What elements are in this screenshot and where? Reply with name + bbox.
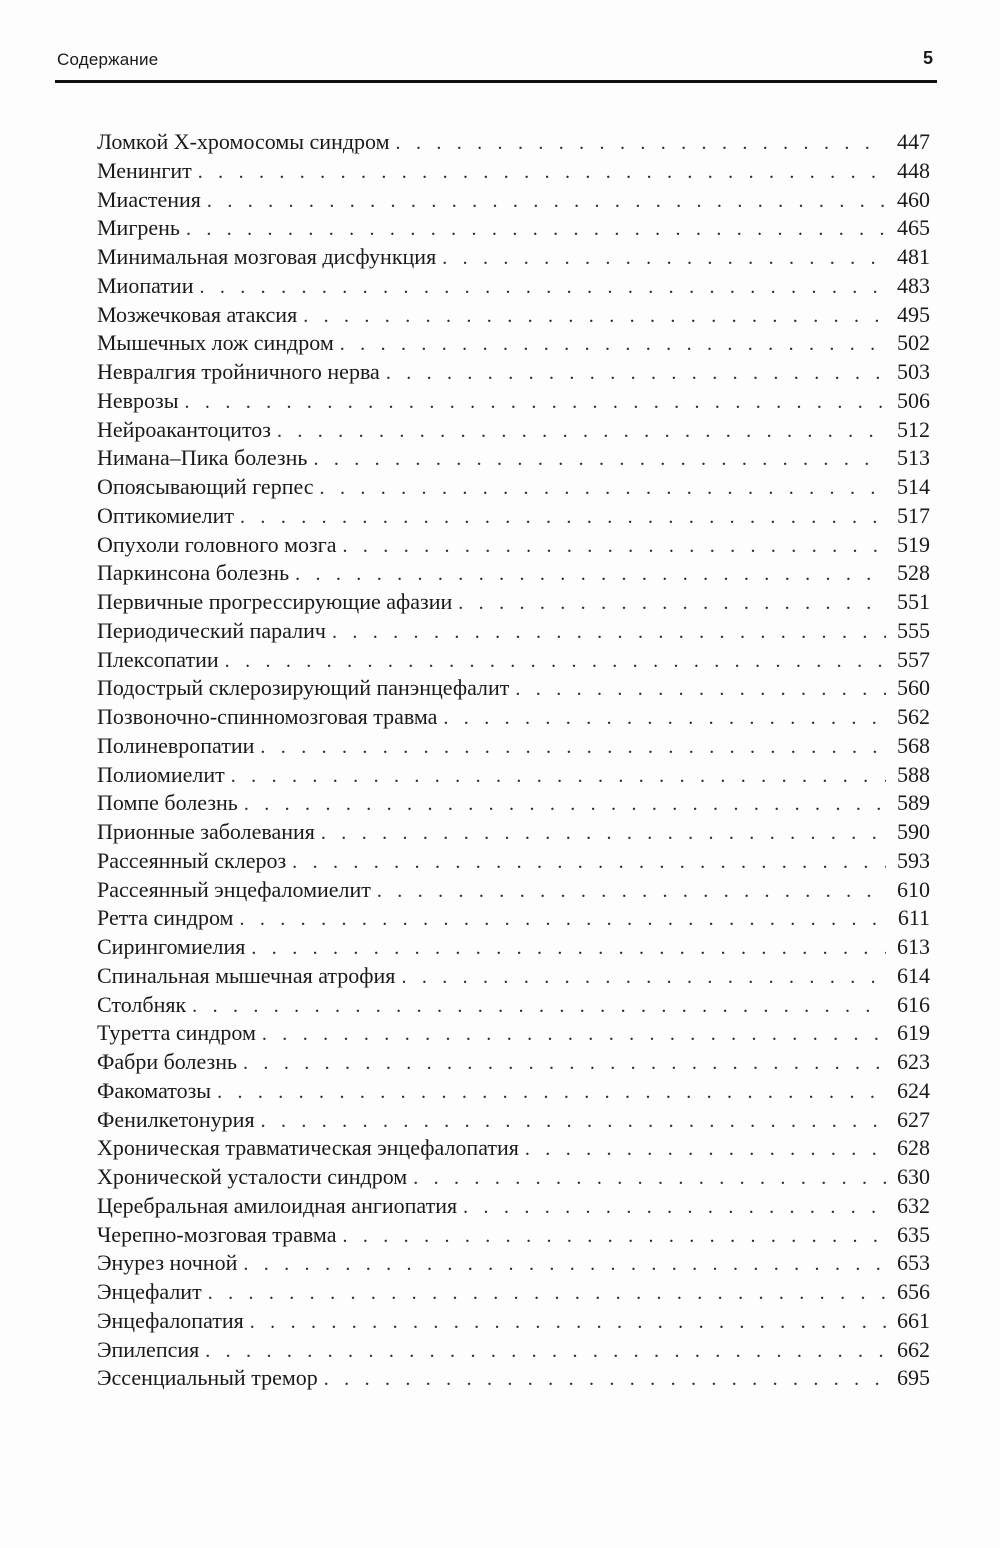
toc-entry-title: Черепно-мозговая травма [97,1221,337,1247]
toc-entry [97,358,930,387]
toc-entry [97,272,930,301]
toc-dot-leader [332,618,886,647]
toc-entry-title: Нимана–Пика болезнь [97,445,308,471]
toc-entry-title: Сирингомиелия [97,934,246,959]
toc-entry-title: Подострый склерозирующий панэнцефалит [97,675,510,701]
toc-entry-title: Фенилкетонурия [97,1106,255,1132]
toc-entry [97,1307,930,1336]
toc-entry [97,876,930,905]
toc-entry-title: Рассеянный склероз [97,847,287,873]
toc-entry [97,904,930,933]
toc-entry [97,243,930,272]
toc-entry-page: 613 [897,934,930,959]
toc-entry-page: 495 [897,301,930,327]
toc-dot-leader [320,474,886,503]
toc-entry-page: 512 [897,416,930,442]
toc-entry-page: 460 [897,186,930,212]
toc-entry-title: Минимальная мозговая дисфункция [97,244,437,269]
toc-dot-leader [463,1193,886,1222]
toc-entry-page: 557 [897,646,930,672]
toc-entry-page: 627 [897,1106,930,1132]
toc-entry-title: Ломкой X-хромосомы синдром [97,129,390,154]
toc-entry [97,301,930,330]
page-number: 5 [922,48,933,68]
toc-dot-leader [442,244,886,273]
toc-dot-leader [262,1020,886,1049]
toc-dot-leader [303,302,886,331]
toc-dot-leader [205,1337,886,1366]
toc-entry-page: 514 [897,474,930,499]
toc-entry-title: Периодический паралич [97,617,326,643]
toc-entry-title: Ретта синдром [97,905,234,931]
toc-entry-title: Церебральная амилоидная ангиопатия [97,1192,458,1218]
toc-entry-title: Плексопатии [97,646,219,672]
toc-entry-page: 448 [897,157,930,183]
toc-entry-page: 528 [897,560,930,586]
toc-entry-title: Хронической усталости синдром [97,1164,408,1189]
toc-entry-page: 589 [897,790,930,816]
toc-entry-page: 568 [897,732,930,758]
toc-dot-leader [295,560,886,589]
toc-dot-leader [292,848,886,877]
toc-entry [97,1336,930,1365]
toc-dot-leader [277,417,886,446]
toc-entry-title: Энцефалопатия [97,1307,244,1333]
toc-entry-page: 632 [897,1192,930,1218]
toc-dot-leader [231,762,886,791]
table-of-contents [97,128,930,1393]
toc-dot-leader [525,1135,886,1164]
toc-entry [97,416,930,445]
toc-entry-title: Столбняк [97,991,187,1017]
toc-entry-title: Паркинсона болезнь [97,560,290,586]
toc-entry [97,847,930,876]
toc-dot-leader [217,1078,886,1107]
toc-entry [97,502,930,531]
toc-entry-title: Мышечных лож синдром [97,330,334,356]
toc-entry [97,674,930,703]
toc-entry [97,818,930,847]
toc-entry-page: 624 [897,1077,930,1103]
toc-entry-page: 502 [897,330,930,356]
toc-entry [97,617,930,646]
toc-entry [97,789,930,818]
toc-entry-page: 630 [897,1164,930,1189]
toc-entry-page: 619 [897,1020,930,1046]
toc-entry [97,559,930,588]
toc-entry-title: Нейроакантоцитоз [97,416,271,442]
toc-entry-page: 562 [897,704,930,729]
toc-entry [97,732,930,761]
toc-entry-title: Опухоли головного мозга [97,531,337,557]
toc-dot-leader [244,790,886,819]
toc-entry-page: 614 [897,962,930,988]
toc-dot-leader [185,388,886,417]
toc-entry [97,1249,930,1278]
running-head [57,46,935,74]
toc-dot-leader [186,215,886,244]
toc-dot-leader [243,1250,886,1279]
toc-entry-page: 555 [897,617,930,643]
toc-dot-leader [199,273,886,302]
toc-entry-title: Рассеянный энцефаломиелит [97,876,371,902]
toc-entry-page: 551 [897,589,930,614]
toc-dot-leader [343,532,887,561]
toc-entry-page: 590 [897,819,930,844]
toc-entry-page: 635 [897,1221,930,1247]
toc-entry [97,1077,930,1106]
toc-entry-page: 593 [897,847,930,873]
toc-dot-leader [340,330,886,359]
toc-dot-leader [324,1365,886,1394]
toc-entry-title: Миопатии [97,272,194,298]
toc-entry [97,531,930,560]
toc-entry-title: Миастения [97,186,201,212]
toc-entry [97,991,930,1020]
header-rule [55,80,937,83]
toc-entry [97,1048,930,1077]
toc-entry-page: 616 [897,991,930,1017]
toc-entry-page: 513 [897,445,930,471]
toc-entry [97,157,930,186]
toc-dot-leader [261,1107,886,1136]
toc-entry-page: 517 [897,502,930,528]
toc-entry [97,444,930,473]
toc-dot-leader [198,158,886,187]
toc-entry-title: Первичные прогрессирующие афазии [97,589,453,614]
toc-entry [97,1364,930,1393]
toc-entry [97,1019,930,1048]
toc-entry [97,473,930,502]
toc-entry-page: 481 [897,244,930,269]
toc-dot-leader [386,359,886,388]
toc-entry-page: 447 [897,129,930,154]
toc-entry [97,962,930,991]
toc-entry [97,1134,930,1163]
toc-dot-leader [208,1279,886,1308]
toc-entry-page: 506 [897,387,930,413]
toc-dot-leader [260,733,886,762]
toc-entry [97,214,930,243]
toc-dot-leader [192,992,886,1021]
toc-entry-title: Мигрень [97,215,180,241]
toc-entry-page: 519 [897,531,930,557]
toc-entry-title: Туретта синдром [97,1020,256,1046]
toc-dot-leader [342,1222,886,1251]
toc-entry-page: 610 [897,876,930,902]
toc-entry [97,933,930,962]
toc-entry-title: Спинальная мышечная атрофия [97,962,396,988]
toc-dot-leader [413,1164,886,1193]
toc-entry-page: 503 [897,359,930,384]
toc-entry-page: 628 [897,1135,930,1161]
toc-entry [97,588,930,617]
toc-entry-page: 656 [897,1279,930,1304]
toc-dot-leader [443,704,886,733]
toc-entry-page: 588 [897,761,930,787]
toc-entry-title: Опоясывающий герпес [97,474,314,499]
toc-entry-page: 662 [897,1336,930,1362]
toc-entry [97,186,930,215]
toc-entry-title: Полиневропатии [97,732,255,758]
toc-entry-title: Энцефалит [97,1279,202,1304]
toc-dot-leader [396,129,886,158]
toc-entry-page: 653 [897,1250,930,1276]
toc-entry-page: 661 [897,1307,930,1333]
toc-entry [97,646,930,675]
toc-entry-page: 623 [897,1049,930,1074]
toc-entry [97,1221,930,1250]
toc-entry-title: Позвоночно-спинномозговая травма [97,704,438,729]
toc-entry-title: Прионные заболевания [97,819,315,844]
toc-entry-title: Невралгия тройничного нерва [97,359,380,384]
toc-entry-title: Неврозы [97,387,179,413]
toc-entry [97,1106,930,1135]
toc-dot-leader [515,675,886,704]
toc-dot-leader [377,877,886,906]
toc-dot-leader [243,1049,886,1078]
toc-entry [97,128,930,157]
toc-dot-leader [251,934,886,963]
toc-dot-leader [313,445,886,474]
toc-dot-leader [458,589,886,618]
toc-entry [97,703,930,732]
toc-entry-title: Эпилепсия [97,1336,200,1362]
toc-dot-leader [401,963,886,992]
toc-entry-title: Эссенциальный тремор [97,1365,318,1391]
toc-entry-page: 611 [897,905,930,931]
toc-entry [97,329,930,358]
toc-entry-page: 560 [897,675,930,701]
toc-entry-title: Помпе болезнь [97,790,238,816]
toc-entry-title: Энурез ночной [97,1250,238,1276]
toc-dot-leader [321,819,886,848]
toc-entry-page: 465 [897,215,930,241]
toc-dot-leader [225,647,886,676]
toc-dot-leader [239,905,886,934]
toc-dot-leader [240,503,886,532]
toc-entry-title: Мозжечковая атаксия [97,301,298,327]
toc-entry [97,1163,930,1192]
toc-entry-title: Оптикомиелит [97,502,235,528]
toc-entry [97,387,930,416]
toc-entry [97,1192,930,1221]
toc-entry-title: Факоматозы [97,1077,212,1103]
toc-dot-leader [250,1308,886,1337]
toc-entry-title: Менингит [97,157,192,183]
toc-entry-title: Фабри болезнь [97,1049,238,1074]
section-title: Содержание [57,50,159,69]
toc-entry-page: 695 [897,1365,930,1391]
toc-entry [97,1278,930,1307]
toc-dot-leader [207,187,886,216]
toc-entry-page: 483 [897,272,930,298]
toc-entry [97,761,930,790]
toc-entry-title: Хроническая травматическая энцефалопатия [97,1135,519,1161]
toc-entry-title: Полиомиелит [97,761,225,787]
